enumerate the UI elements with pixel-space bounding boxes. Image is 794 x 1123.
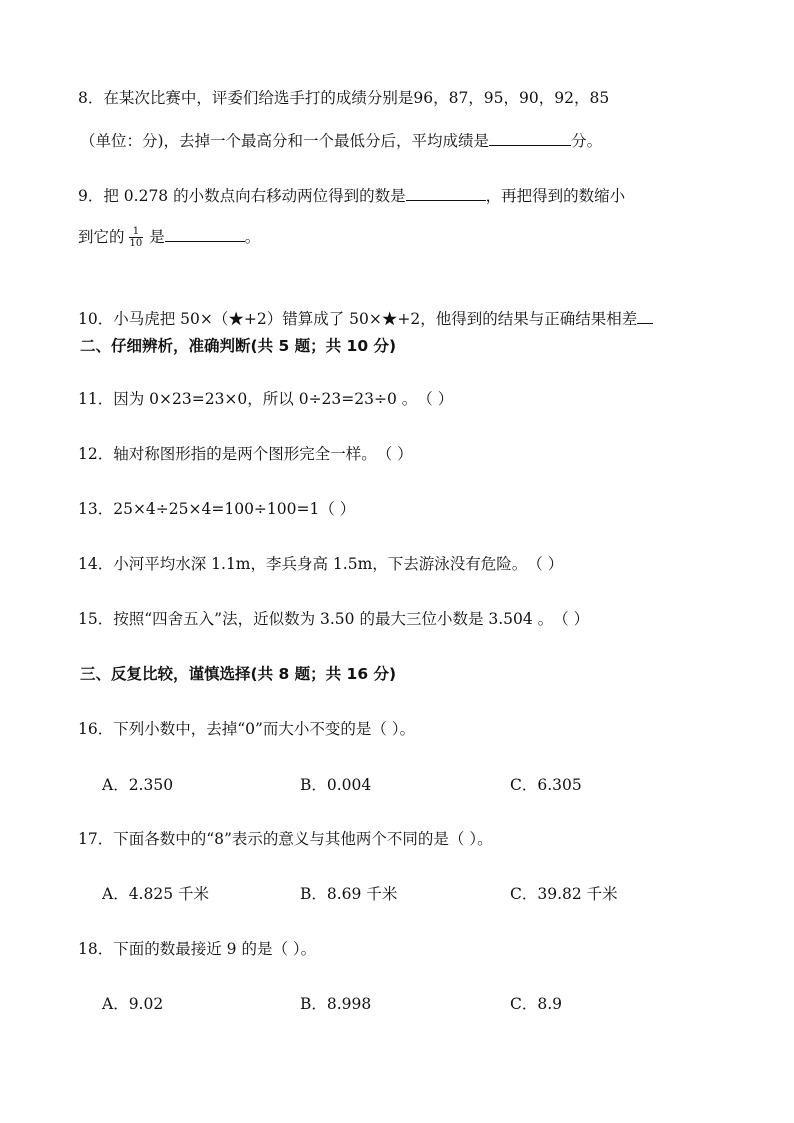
question-8-text-cont: （单位：分)，去掉一个最高分和一个最低分后，平均成绩是 (80, 132, 490, 150)
answer-parentheses[interactable]: （ ） (417, 390, 454, 408)
question-9-text: 9．把 0.278 的小数点向右移动两位得到的数是 (78, 187, 406, 205)
q18-option-a[interactable]: A．9.02 (102, 995, 164, 1013)
answer-blank[interactable] (637, 308, 653, 324)
answer-blank[interactable] (489, 130, 571, 146)
question-8-text: 8．在某次比赛中，评委们给选手打的成绩分别是96，87，95，90，92，85 (78, 89, 610, 107)
question-15-text: 15．按照“四舍五入”法，近似数为 3.50 的最大三位小数是 3.504 。 (78, 610, 554, 628)
q18-option-c[interactable]: C．8.9 (510, 995, 563, 1013)
question-17-text: 17．下面各数中的“8”表示的意义与其他两个不同的是（ ）。 (78, 830, 493, 848)
question-13-text: 13．25×4÷25×4=100÷100=1 (78, 500, 320, 518)
section-3-title: 三、反复比较，谨慎选择(共 8 题；共 16 分) (80, 665, 397, 683)
fraction-denominator: 10 (129, 237, 143, 249)
question-18-text: 18．下面的数最接近 9 的是（ ）。 (78, 940, 317, 958)
question-9-text-2: 到它的 (78, 228, 125, 246)
q16-option-a[interactable]: A．2.350 (102, 776, 174, 794)
question-16 (78, 719, 415, 739)
fraction-numerator: 1 (132, 225, 140, 237)
question-13 (78, 499, 355, 519)
question-18 (78, 939, 316, 959)
question-9-line-1 (78, 185, 625, 206)
question-8-unit: 分。 (571, 132, 603, 150)
question-8-line-2 (80, 130, 602, 151)
q17-option-c[interactable]: C．39.82 千米 (510, 885, 618, 903)
fraction-one-tenth (129, 226, 144, 249)
q17-option-b[interactable]: B．8.69 千米 (300, 885, 398, 903)
answer-parentheses[interactable]: （ ） (527, 555, 564, 573)
section-3-heading (80, 664, 396, 684)
question-14-text: 14．小河平均水深 1.1m，李兵身高 1.5m，下去游泳没有危险。 (78, 555, 528, 573)
answer-blank[interactable] (165, 226, 245, 242)
question-14 (78, 554, 563, 574)
question-9-text-3: 是 (149, 228, 165, 246)
question-10-text: 10．小马虎把 50×（★+2）错算成了 50×★+2，他得到的结果与正确结果相差 (78, 310, 638, 328)
q18-option-b[interactable]: B．8.998 (300, 995, 372, 1013)
answer-parentheses[interactable]: （ ） (376, 445, 413, 463)
section-2-heading (80, 336, 396, 356)
question-9-line-2 (78, 226, 260, 250)
answer-parentheses[interactable]: （ ） (553, 610, 590, 628)
question-12 (78, 444, 413, 464)
question-9-text-cont: ，再把得到的数缩小 (485, 187, 626, 205)
q16-option-c[interactable]: C．6.305 (510, 776, 582, 794)
answer-parentheses[interactable]: （ ） (319, 500, 356, 518)
q16-option-b[interactable]: B．0.004 (300, 776, 372, 794)
question-12-text: 12．轴对称图形指的是两个图形完全一样。 (78, 445, 377, 463)
section-2-title: 二、仔细辨析，准确判断(共 5 题；共 10 分) (80, 337, 397, 355)
question-10-line (78, 308, 653, 329)
question-11 (78, 389, 453, 409)
question-8-line-1 (78, 88, 609, 108)
answer-blank[interactable] (406, 185, 486, 201)
question-9-end: 。 (244, 228, 261, 246)
question-17 (78, 829, 493, 849)
q17-option-a[interactable]: A．4.825 千米 (102, 885, 209, 903)
question-15 (78, 609, 589, 629)
question-11-text: 11．因为 0×23=23×0，所以 0÷23=23÷0 。 (78, 390, 418, 408)
question-16-text: 16．下列小数中，去掉“0”而大小不变的是（ ）。 (78, 720, 416, 738)
